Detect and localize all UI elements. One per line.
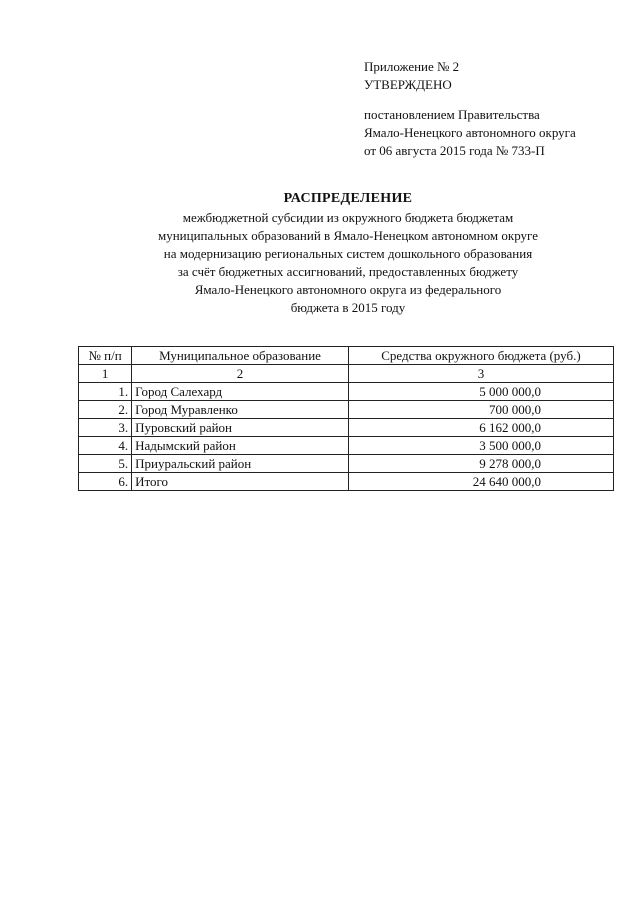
approval-decree-line-2: Ямало-Ненецкого автономного округа — [364, 125, 576, 140]
row-amount-cell — [348, 401, 613, 419]
appendix-number: Приложение № 2 — [364, 59, 460, 74]
row-municipality: Пуровский район — [132, 419, 349, 437]
index-col-1: 1 — [79, 365, 132, 383]
header-municipality: Муниципальное образование — [132, 347, 349, 365]
row-municipality: Итого — [132, 473, 349, 491]
table-total-row — [79, 473, 614, 491]
table-row — [79, 383, 614, 401]
row-amount-cell — [348, 473, 613, 491]
row-amount: 9 278 000,0 — [479, 455, 541, 471]
approval-gap — [364, 94, 634, 106]
row-amount: 3 500 000,0 — [479, 437, 541, 453]
row-municipality: Надымский район — [132, 437, 349, 455]
table-row — [79, 455, 614, 473]
row-amount: 5 000 000,0 — [479, 383, 541, 399]
heading-line-1: межбюджетной субсидии из окружного бюджета бюджетам — [182, 210, 514, 225]
row-amount: 24 640 000,0 — [472, 473, 541, 489]
table-row — [79, 419, 614, 437]
index-col-2: 2 — [132, 365, 349, 383]
row-amount: 700 000,0 — [488, 401, 541, 417]
approved-label: УТВЕРЖДЕНО — [364, 77, 452, 92]
row-number: 5. — [79, 455, 132, 473]
row-number: 3. — [79, 419, 132, 437]
row-amount-cell — [348, 383, 613, 401]
heading-line-6: бюджета в 2015 году — [290, 300, 406, 315]
document-heading — [80, 190, 616, 317]
row-municipality: Город Муравленко — [132, 401, 349, 419]
approval-decree-line-1: постановлением Правительства — [364, 107, 540, 122]
index-col-3: 3 — [348, 365, 613, 383]
heading-line-3: на модернизацию региональных систем дошкольного образования — [163, 246, 533, 261]
row-amount: 6 162 000,0 — [479, 419, 541, 435]
distribution-table — [78, 346, 614, 491]
document-title: РАСПРЕДЕЛЕНИЕ — [283, 191, 413, 206]
row-amount-cell — [348, 455, 613, 473]
approval-block — [364, 58, 634, 160]
heading-line-2: муниципальных образований в Ямало-Ненецком автономном округе — [158, 228, 538, 243]
header-amount: Средства окружного бюджета (руб.) — [348, 347, 613, 365]
header-number: № п/п — [79, 347, 132, 365]
table-header-row — [79, 347, 614, 365]
table-row — [79, 437, 614, 455]
row-number: 4. — [79, 437, 132, 455]
row-amount-cell — [348, 437, 613, 455]
approval-decree-line-3: от 06 августа 2015 года № 733-П — [364, 143, 545, 158]
heading-line-5: Ямало-Ненецкого автономного округа из федерального — [194, 282, 502, 297]
row-amount-cell — [348, 419, 613, 437]
table-index-row — [79, 365, 614, 383]
row-municipality: Приуральский район — [132, 455, 349, 473]
table-row — [79, 401, 614, 419]
row-municipality: Город Салехард — [132, 383, 349, 401]
row-number: 1. — [79, 383, 132, 401]
heading-line-4: за счёт бюджетных ассигнований, предоставленных бюджету — [177, 264, 519, 279]
row-number: 6. — [79, 473, 132, 491]
row-number: 2. — [79, 401, 132, 419]
